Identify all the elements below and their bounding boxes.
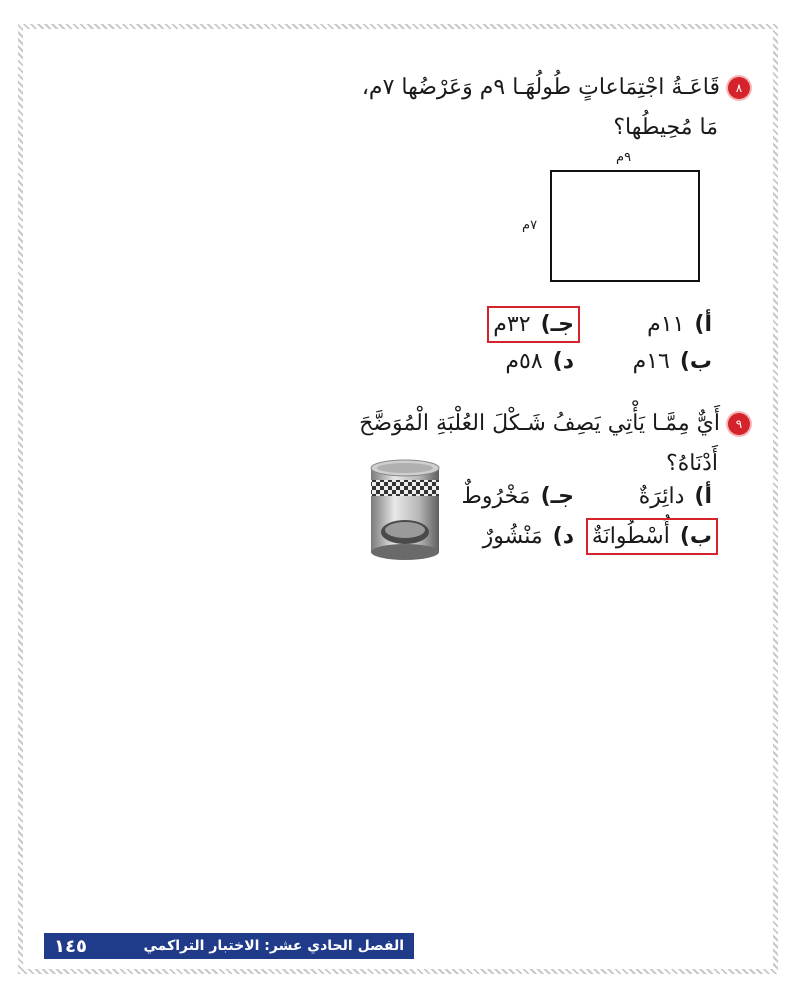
question-8-line-1: ٨قَاعَـةُ اجْتِمَاعاتٍ طُولُهَـا ٩م وَعَرْضُها ٧م، bbox=[230, 68, 750, 108]
q9-option-a[interactable]: أ)دائِرَةٌ bbox=[638, 484, 712, 509]
rectangle-width-label: ٧م bbox=[522, 218, 538, 233]
question-8-line-2: مَا مُحِيطُها؟ bbox=[613, 115, 718, 140]
q9-option-c[interactable]: جـ)مَخْرُوطٌ bbox=[461, 484, 574, 509]
footer-chapter-title: الفصل الحادي عشر: الاختبار التراكمي bbox=[143, 938, 404, 954]
q8-option-b[interactable]: ب)١٦م bbox=[632, 349, 712, 374]
question-8-number: ٨ bbox=[728, 77, 750, 99]
chapter-footer bbox=[44, 933, 414, 959]
q8-option-c-correct[interactable]: جـ)٣٢م bbox=[493, 312, 574, 337]
cylinder-can-icon bbox=[368, 458, 442, 562]
question-9-line-1: ٩أَيٌّ مِمَّـا يَأْتِي يَصِفُ شَـكْلَ العُلْبَةِ الْمُوَضَّحَ bbox=[290, 404, 750, 444]
q8-option-d[interactable]: د)٥٨م bbox=[505, 349, 574, 374]
can-image bbox=[368, 458, 442, 566]
q9-option-b-correct[interactable]: ب)أُسْطُوانَةٌ bbox=[591, 524, 712, 549]
page-number: ١٤٥ bbox=[54, 935, 87, 957]
question-9 bbox=[290, 404, 750, 484]
q8-option-a[interactable]: أ)١١م bbox=[647, 312, 712, 337]
question-9-line-2: أَدْنَاهُ؟ bbox=[666, 451, 718, 476]
rectangle-figure bbox=[550, 170, 700, 282]
q9-option-d[interactable]: د)مَنْشُورٌ bbox=[482, 524, 574, 549]
question-8 bbox=[230, 68, 750, 148]
question-9-number: ٩ bbox=[728, 413, 750, 435]
rectangle-length-label: ٩م bbox=[616, 150, 632, 165]
